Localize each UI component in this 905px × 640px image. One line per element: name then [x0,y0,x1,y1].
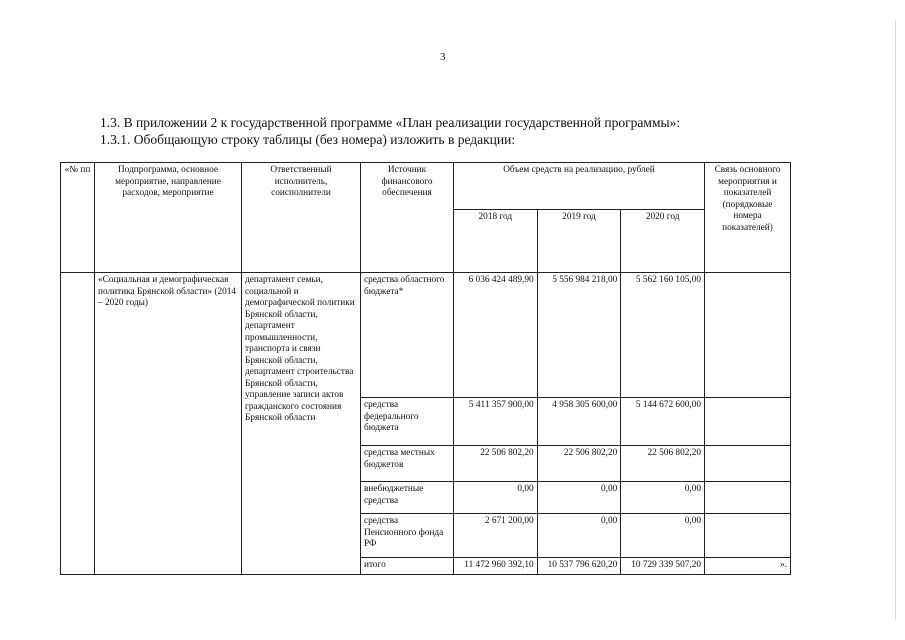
cell-value-2019: 5 556 984 218,00 [537,273,621,398]
scan-edge-line [895,20,896,620]
cell-link [705,482,791,514]
cell-program-name: «Социальная и демографическая политика Брянской области» (2014 – 2020 годы) [95,273,242,575]
cell-value-2018: 5 411 357 900,00 [454,398,538,446]
cell-total-2020: 10 729 339 507,20 [621,558,705,575]
cell-link [705,446,791,482]
subsection-heading: 1.3.1. Обобщающую строку таблицы (без номера) изложить в редакции: [100,132,516,147]
cell-value-2019: 0,00 [537,514,621,558]
cell-no [61,273,95,575]
page-number: 3 [440,51,446,63]
cell-total-closing: ». [705,558,791,575]
cell-value-2020: 5 144 672 600,00 [621,398,705,446]
cell-link [705,514,791,558]
header-year-2020: 2020 год [621,210,705,273]
cell-source: средства местных бюджетов [361,446,454,482]
table-row [61,273,791,398]
header-source: Источник финансового обеспечения [361,163,454,273]
cell-value-2019: 0,00 [537,482,621,514]
cell-source: средства областного бюджета* [361,273,454,398]
cell-value-2018: 0,00 [454,482,538,514]
header-executor: Ответственный исполнитель, соисполнители [242,163,361,273]
cell-value-2020: 22 506 802,20 [621,446,705,482]
header-volume: Объем средств на реализацию, рублей [454,163,705,210]
cell-source: средства федерального бюджета [361,398,454,446]
table-header-row [61,163,791,210]
header-year-2018: 2018 год [454,210,538,273]
cell-source: внебюджетные средства [361,482,454,514]
cell-total-label: итого [361,558,454,575]
cell-value-2019: 4 958 305 600,00 [537,398,621,446]
cell-total-2019: 10 537 796 620,20 [537,558,621,575]
cell-value-2020: 5 562 160 105,00 [621,273,705,398]
cell-value-2020: 0,00 [621,482,705,514]
cell-value-2020: 0,00 [621,514,705,558]
cell-value-2018: 22 506 802,20 [454,446,538,482]
cell-value-2018: 2 671 200,00 [454,514,538,558]
cell-value-2018: 6 036 424 489,90 [454,273,538,398]
section-heading: 1.3. В приложении 2 к государственной программе «План реализации государственной программы»: [100,115,681,130]
cell-link [705,398,791,446]
cell-value-2019: 22 506 802,20 [537,446,621,482]
plan-table [60,162,791,575]
header-year-2019: 2019 год [537,210,621,273]
cell-link [705,273,791,398]
header-no: «№ пп [61,163,95,273]
header-program: Подпрограмма, основное мероприятие, направление расходов, мероприятие [95,163,242,273]
cell-executor: департамент семьи, социальной и демографической политики Брянской области, департамент промышленности, транспорта и связи Брянской области, департамент строительства Брянской области, управление записи актов гражданского состояния Брянской области [242,273,361,575]
cell-source: средства Пенсионного фонда РФ [361,514,454,558]
cell-total-2018: 11 472 960 392,10 [454,558,538,575]
header-link: Связь основного мероприятия и показателей (порядковые номера показателей) [705,163,791,273]
